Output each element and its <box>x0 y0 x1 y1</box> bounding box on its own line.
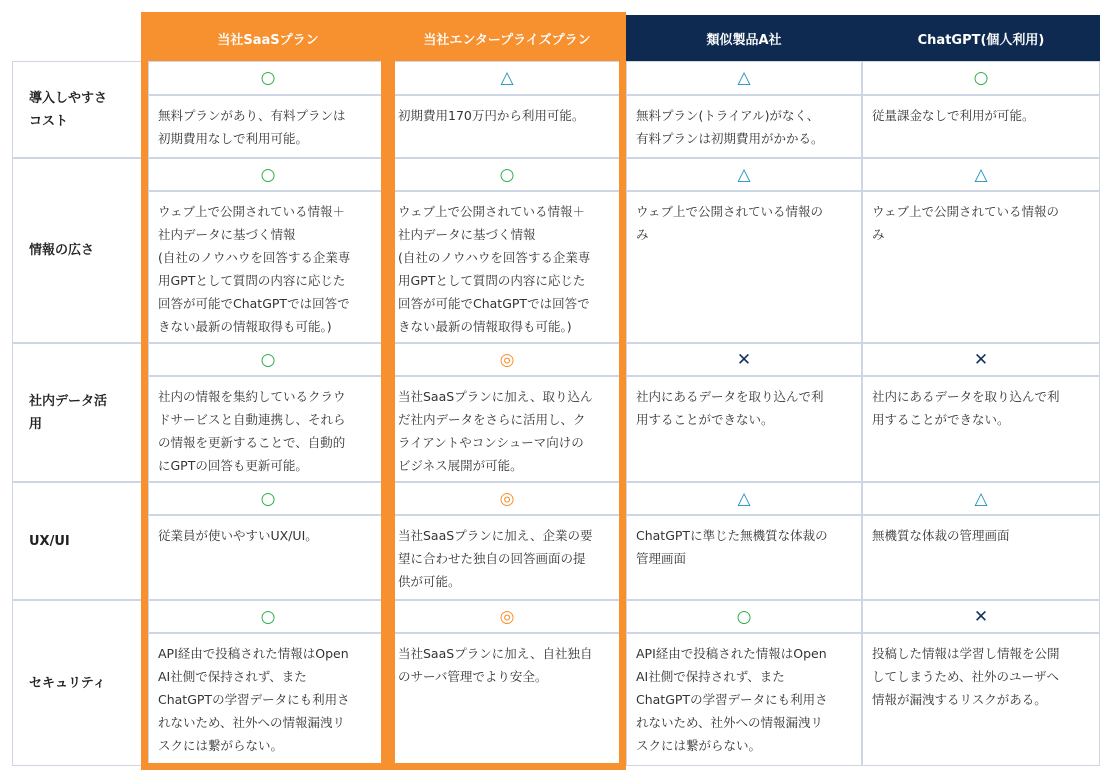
cell-description: 無料プラン(トライアル)がなく、 有料プランは初期費用がかかる。 <box>626 95 862 158</box>
triangle-rating-icon: △ <box>626 158 862 191</box>
cell-description: 投稿した情報は学習し情報を公開 してしまうため、社外のユーザへ 情報が漏洩するリスクがある。 <box>862 633 1100 766</box>
cell-description: ウェブ上で公開されている情報の み <box>862 191 1100 343</box>
column-header-chatgpt: ChatGPT(個人利用) <box>862 15 1100 61</box>
cell-description: API経由で投稿された情報はOpen AI社側で保持されず、また ChatGPTの学習データにも利用さ れないため、社外への情報漏洩リ スクには繋がらない。 <box>148 633 388 766</box>
row-label: UX/UI <box>12 482 148 600</box>
circle-rating-icon: ○ <box>862 61 1100 95</box>
double-rating-icon: ◎ <box>388 482 626 515</box>
cell-description: 社内にあるデータを取り込んで利 用することができない。 <box>862 376 1100 482</box>
cell-description: ウェブ上で公開されている情報＋ 社内データに基づく情報 (自社のノウハウを回答する企業専 用GPTとして質問の内容に応じた 回答が可能でChatGPTでは回答で きない最新の情報取得も可能。) <box>388 191 626 343</box>
row-label: 導入しやすさ コスト <box>12 61 148 158</box>
cell-description: 無機質な体裁の管理画面 <box>862 515 1100 600</box>
cell-description: ウェブ上で公開されている情報＋ 社内データに基づく情報 (自社のノウハウを回答する企業専 用GPTとして質問の内容に応じた 回答が可能でChatGPTでは回答で きない最新の情報取得も可能。) <box>148 191 388 343</box>
circle-rating-icon: ○ <box>148 158 388 191</box>
triangle-rating-icon: △ <box>862 158 1100 191</box>
triangle-rating-icon: △ <box>388 61 626 95</box>
cell-description: 社内の情報を集約しているクラウ ドサービスと自動連携し、それら の情報を更新することで、自動的 にGPTの回答も更新可能。 <box>148 376 388 482</box>
triangle-rating-icon: △ <box>862 482 1100 515</box>
cross-rating-icon: ✕ <box>862 343 1100 376</box>
cell-description: 当社SaaSプランに加え、自社独自 のサーバ管理でより安全。 <box>388 633 626 766</box>
circle-rating-icon: ○ <box>148 343 388 376</box>
cell-description: 当社SaaSプランに加え、取り込ん だ社内データをさらに活用し、ク ライアントやコンシューマ向けの ビジネス展開が可能。 <box>388 376 626 482</box>
circle-rating-icon: ○ <box>626 600 862 633</box>
circle-rating-icon: ○ <box>388 158 626 191</box>
column-header-enterprise: 当社エンタープライズプラン <box>388 12 626 64</box>
circle-rating-icon: ○ <box>148 61 388 95</box>
cross-rating-icon: ✕ <box>862 600 1100 633</box>
cell-description: 社内にあるデータを取り込んで利 用することができない。 <box>626 376 862 482</box>
triangle-rating-icon: △ <box>626 482 862 515</box>
cell-description: 初期費用170万円から利用可能。 <box>388 95 626 158</box>
row-label: セキュリティ <box>12 600 148 766</box>
circle-rating-icon: ○ <box>148 600 388 633</box>
cell-description: 従業員が使いやすいUX/UI。 <box>148 515 388 600</box>
cell-description: 当社SaaSプランに加え、企業の要 望に合わせた独自の回答画面の提 供が可能。 <box>388 515 626 600</box>
double-rating-icon: ◎ <box>388 600 626 633</box>
cell-description: ウェブ上で公開されている情報の み <box>626 191 862 343</box>
row-label: 情報の広さ <box>12 158 148 343</box>
cell-description: 従量課金なしで利用が可能。 <box>862 95 1100 158</box>
row-label: 社内データ活 用 <box>12 343 148 482</box>
double-rating-icon: ◎ <box>388 343 626 376</box>
circle-rating-icon: ○ <box>148 482 388 515</box>
cell-description: API経由で投稿された情報はOpen AI社側で保持されず、また ChatGPTの学習データにも利用さ れないため、社外への情報漏洩リ スクには繋がらない。 <box>626 633 862 766</box>
column-header-competitor: 類似製品A社 <box>626 15 862 61</box>
column-header-saas: 当社SaaSプラン <box>148 12 388 64</box>
cross-rating-icon: ✕ <box>626 343 862 376</box>
cell-description: ChatGPTに準じた無機質な体裁の 管理画面 <box>626 515 862 600</box>
triangle-rating-icon: △ <box>626 61 862 95</box>
cell-description: 無料プランがあり、有料プランは 初期費用なしで利用可能。 <box>148 95 388 158</box>
